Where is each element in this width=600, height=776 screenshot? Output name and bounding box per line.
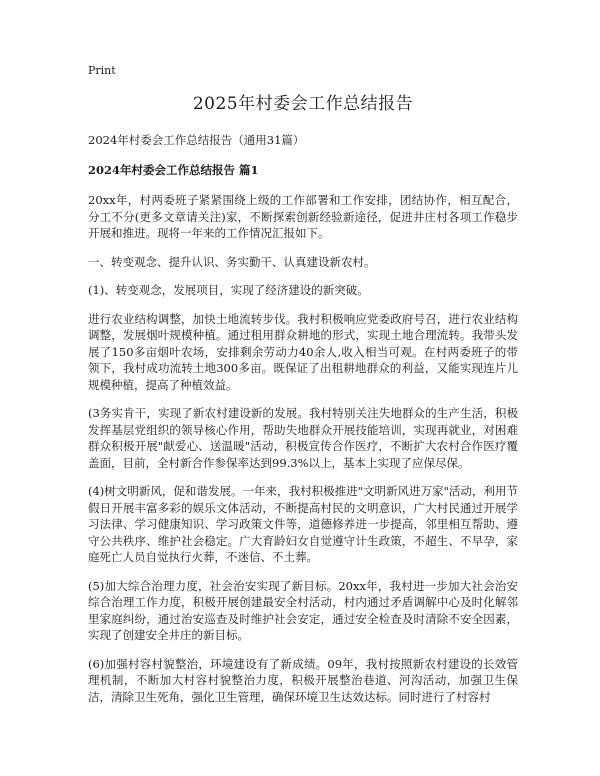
paragraph-intro: 20xx年，村两委班子紧紧围绕上级的工作部署和工作安排，团结协作，相互配合，分工不分(更多文章请关注)家，不断探索创新经验新途径，促进井庄村各项工作稳步开展和推进。现将一年来的工作情况汇报如下。 — [88, 193, 518, 240]
paragraph-civilization: (4)树文明新风，促和谐发展。一年来，我村积极推进"文明新风进万家"活动，利用节假日开展丰富多彩的娱乐文体活动，不断提高村民的文明意识，广大村民通过开展学习法律、学习健康知识、学习政策文件等，道德修养进一步提高，邻里相互帮助、遵守公共秩序、维护社会稳定。广大育龄妇女自觉遵守计生政策，不超生、不早孕，家庭死亡人员自觉执行火葬，不迷信、不土葬。 — [88, 484, 518, 564]
paragraph-practical-work: (3务实肯干，实现了新农村建设新的发展。我村特别关注失地群众的生产生活，积极发挥基层党组织的领导核心作用，帮助失地群众开展技能培训，实现再就业，对困难群众积极开展"献爱心、送温暖"活动，积极宣传合作医疗，不断扩大农村合作医疗覆盖面，目前，全村新合作参保率达到99.3%以上，基本上实现了应保尽保。 — [88, 406, 518, 470]
print-link[interactable]: Print — [88, 64, 116, 77]
section-heading: 2024年村委会工作总结报告 篇1 — [88, 163, 259, 177]
page-title: 2025年村委会工作总结报告 — [192, 94, 414, 114]
paragraph-security: (5)加大综合治理力度，社会治安实现了新目标。20xx年，我村进一步加大社会治安综合治理工作力度，积极开展创建最安全村活动，村内通过矛盾调解中心及时化解邻里家庭纠纷，通过治安巡查及时维护社会安定，通过安全检查及时清除不安全因素，实现了创建安全井庄的新目标。 — [88, 578, 518, 642]
paragraph-agriculture: 进行农业结构调整，加快土地流转步伐。我村积极响应党委政府号召，进行农业结构调整，发展烟叶规模种植。通过租用群众耕地的形式，实现土地合理流转。我带头发展了150多亩烟叶农场，安排剩余劳动力40余人,收入相当可观。在村两委班子的带领下，我村成功流转土地300多亩。既保证了出租耕地群众的利益，又能实现连片儿规模种植，提高了种植效益。 — [88, 311, 518, 392]
document-subtitle: 2024年村委会工作总结报告（通用31篇） — [88, 133, 305, 147]
paragraph-environment: (6)加强村容村貌整治，环境建设有了新成绩。09年，我村按照新农村建设的长效管理机制，不断加大村容村貌整治力度，积极开展整治巷道、河沟活动，加强卫生保洁，清除卫生死角，强化卫生管理，确保环境卫生达效达标。同时进行了村容村 — [88, 656, 518, 704]
paragraph-subheading-1: (1)、转变观念，发展项目，实现了经济建设的新突破。 — [88, 283, 369, 297]
paragraph-heading-1: 一、转变观念、提升认识、务实勤干、认真建设新农村。 — [88, 254, 376, 269]
document-page — [88, 64, 518, 717]
